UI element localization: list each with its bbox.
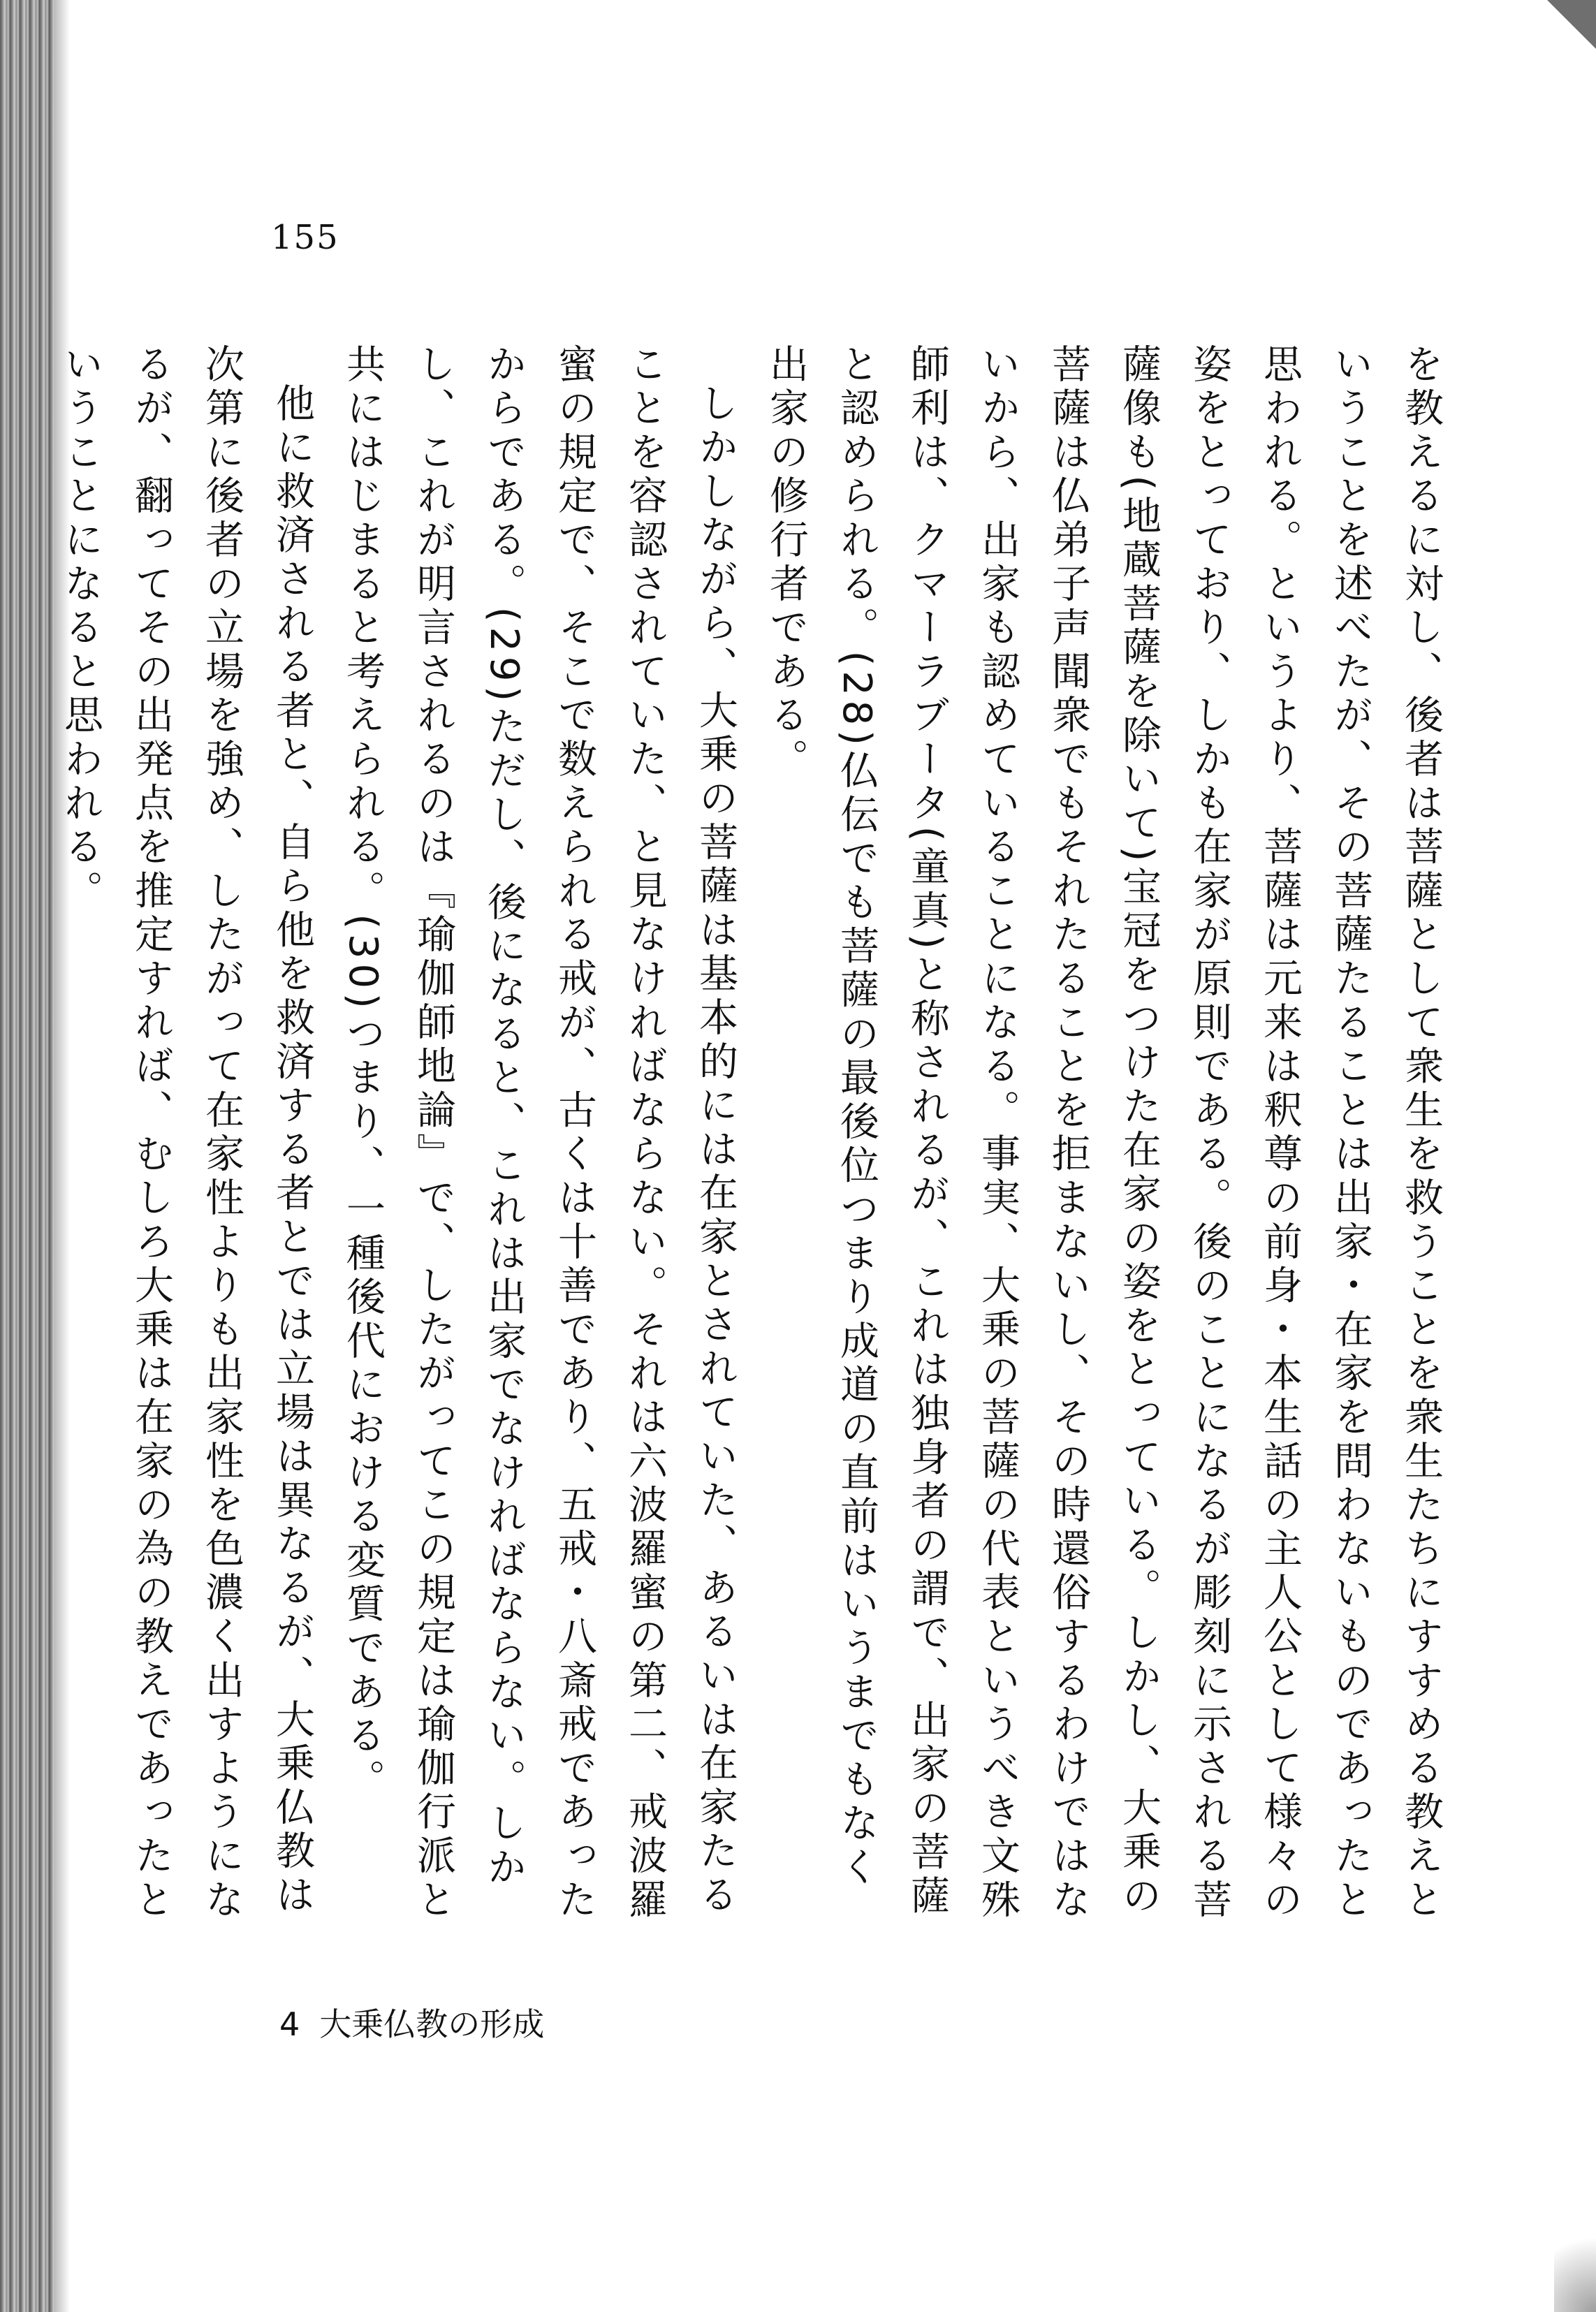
paragraph-1: を教えるに対し、後者は菩薩として衆生を救うことを衆生たちにすすめる教えということを述べたが、その菩薩たることは出家・在家を問わないものであったと思われる。というより、菩薩は元来は釈尊の前身・本生話の主人公として様々の姿をとっており、しかも在家が原則である。後のことになるが彫刻に示される菩薩像も(地蔵菩薩を除いて)宝冠をつけた在家の姿をとっている。しかし、大乗の菩薩は仏弟子声聞衆でもそれたることを拒まないし、その時還俗するわけではないから、出家も認めていることになる。事実、大乗の菩薩の代表というべき文殊師利は、クマーラブータ(童真)と称されるが、これは独身者の謂で、出家の菩薩と認められる。(28)仏伝でも菩薩の最後位つまり成道の直前はいうまでもなく出家の修行者である。: [763, 344, 1444, 1923]
scan-corner-bottom-right: [1554, 2214, 1596, 2312]
paragraph-3: 他に救済される者と、自ら他を救済する者とでは立場は異なるが、大乗仏教は次第に後者の立場を強め、したがって在家性よりも出家性を色濃く出すようになるが、翻ってその出発点を推定すれば、むしろ大乗は在家の為の教えであったということになると思われる。: [58, 344, 315, 1923]
running-footer: [279, 1999, 544, 2045]
page-number: 155: [271, 218, 339, 257]
body-text: [45, 344, 1456, 1929]
scan-corner-top-right: [1547, 0, 1596, 49]
chapter-title: 大乗仏教の形成: [319, 2005, 545, 2043]
paragraph-2: しかしながら、大乗の菩薩は基本的には在家とされていた、あるいは在家たることを容認されていた、と見なければならない。それは六波羅蜜の第二、戒波羅蜜の規定で、そこで数えられる戒が、古くは十善であり、五戒・八斎戒であったからである。(29)ただし、後になると、これは出家でなければならない。しかし、これが明言されるのは『瑜伽師地論』で、したがってこの規定は瑜伽行派と共にはじまると考えられる。(30)つまり、一種後代における変質である。: [340, 344, 738, 1923]
chapter-number: 4: [279, 2005, 300, 2043]
